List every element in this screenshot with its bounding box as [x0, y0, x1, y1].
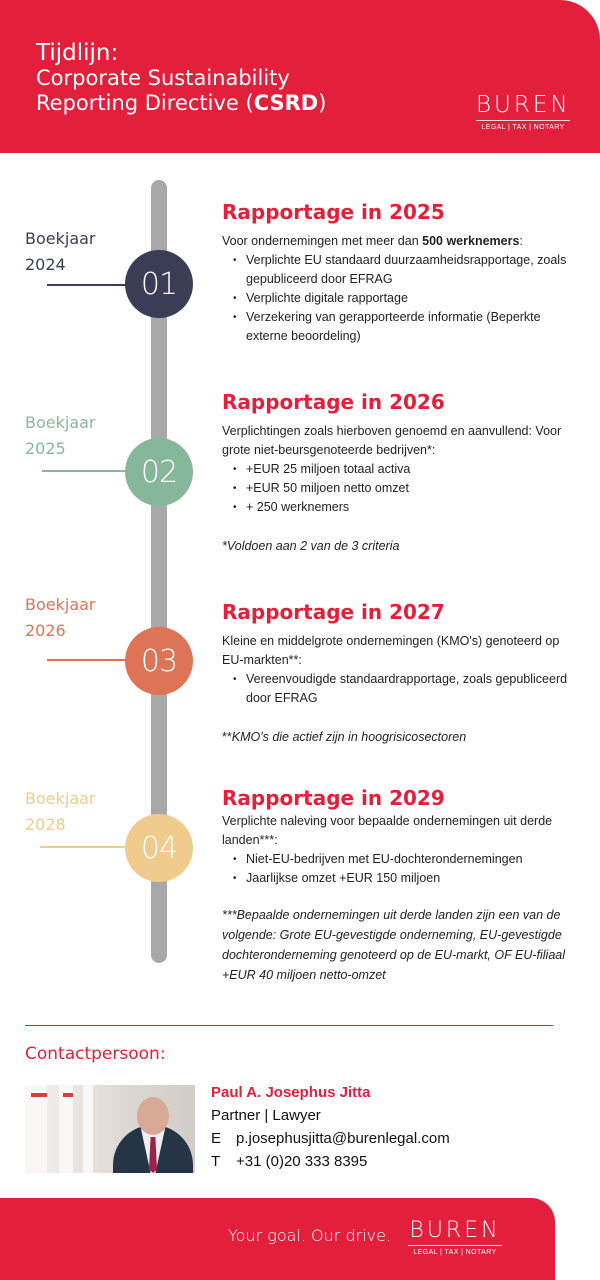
brand-logo — [476, 92, 570, 131]
fiscal-year-value: 2026 — [25, 621, 66, 640]
requirement-list — [222, 670, 577, 708]
fiscal-year-label: Boekjaar — [25, 229, 96, 248]
phone-key: T — [211, 1153, 221, 1170]
brand-name: BUREN — [409, 1218, 501, 1243]
email-key: E — [211, 1130, 222, 1147]
header-banner — [0, 0, 600, 153]
requirement-list — [222, 251, 577, 346]
fiscal-year-2 — [25, 410, 96, 462]
contact-email-row — [211, 1130, 450, 1147]
intro-text: Voor ondernemingen met meer dan — [222, 234, 423, 248]
contact-phone-link[interactable]: +31 (0)20 333 8395 — [236, 1153, 368, 1170]
brand-name: BUREN — [476, 92, 571, 118]
step-number-3: 03 — [125, 627, 193, 695]
fiscal-year-1 — [25, 226, 96, 278]
intro-suffix: : — [519, 234, 523, 248]
contact-role: Partner | Lawyer — [211, 1107, 321, 1124]
page-title — [36, 40, 326, 116]
section-intro: Kleine en middelgrote ondernemingen (KMO's) genoteerd op EU-markten**: — [222, 634, 560, 667]
fiscal-year-value: 2025 — [25, 439, 66, 458]
footer-slogan: Your goal. Our drive. — [228, 1226, 392, 1245]
section-title: Rapportage in 2025 — [222, 200, 445, 224]
timeline-section-2 — [222, 390, 577, 556]
fiscal-year-label: Boekjaar — [25, 789, 96, 808]
fiscal-year-value: 2028 — [25, 815, 66, 834]
section-title: Rapportage in 2026 — [222, 390, 445, 414]
list-item: • Verplichte EU standaard duurzaamheidsrapportage, zoals gepubliceerd door EFRAG — [246, 251, 577, 289]
list-item: • +EUR 50 miljoen netto omzet — [246, 479, 577, 498]
timeline-section-3 — [222, 600, 577, 747]
step-number-2: 02 — [125, 438, 193, 506]
footnote: ***Bepaalde ondernemingen uit derde landen zijn een van de volgende: Grote EU-gevestigde onderneming, EU-gevestigde dochteronderneming genoteerd op de EU-markt, OF EU-filiaal +EUR 40 miljoen netto-omzet — [222, 908, 565, 982]
fiscal-year-label: Boekjaar — [25, 413, 96, 432]
section-title: Rapportage in 2027 — [222, 600, 445, 624]
brand-tagline: LEGAL | TAX | NOTARY — [408, 1245, 502, 1256]
list-item: • Verplichte digitale rapportage — [246, 289, 577, 308]
contact-heading: Contactpersoon: — [25, 1044, 166, 1064]
fiscal-year-3 — [25, 592, 96, 644]
requirement-list — [222, 460, 577, 517]
footnote-text: KMO's die actief zijn in hoogrisicosectoren — [231, 730, 467, 744]
title-acronym: CSRD — [253, 91, 319, 115]
list-item: • Niet-EU-bedrijven met EU-dochterondernemingen — [246, 850, 577, 869]
title-line-3 — [36, 91, 326, 116]
intro-emphasis: 500 werknemers — [422, 234, 520, 248]
step-number-1: 01 — [125, 250, 193, 318]
section-intro: Verplichte naleving voor bepaalde ondernemingen uit derde landen***: — [222, 814, 553, 847]
title-line-1: Tijdlijn: — [36, 40, 119, 66]
footnote-marker: ** — [222, 730, 232, 744]
footnote — [222, 728, 577, 747]
section-intro: Verplichtingen zoals hierboven genoemd en aanvullend: Voor grote niet-beursgenoteerde bedrijven*: — [222, 424, 562, 457]
title-line-3-suffix: ) — [318, 91, 327, 115]
list-item: • Vereenvoudigde standaardrapportage, zoals gepubliceerd door EFRAG — [246, 670, 577, 708]
footnote: *Voldoen aan 2 van de 3 criteria — [222, 539, 400, 553]
timeline-section-1 — [222, 200, 577, 346]
list-item: • Jaarlijkse omzet +EUR 150 miljoen — [246, 869, 577, 888]
section-divider — [25, 1025, 553, 1026]
fiscal-year-label: Boekjaar — [25, 595, 96, 614]
list-item: • +EUR 25 miljoen totaal activa — [246, 460, 577, 479]
section-intro — [222, 232, 577, 251]
brand-tagline: LEGAL | TAX | NOTARY — [476, 120, 570, 131]
fiscal-year-4 — [25, 786, 96, 838]
contact-email-link[interactable]: p.josephusjitta@burenlegal.com — [236, 1130, 450, 1147]
requirement-list — [222, 850, 577, 888]
title-line-3-prefix: Reporting Directive ( — [36, 91, 254, 115]
fiscal-year-value: 2024 — [25, 255, 66, 274]
footer-brand-logo — [408, 1218, 502, 1256]
contact-phone-row — [211, 1153, 367, 1170]
timeline-section-4 — [222, 786, 577, 985]
title-line-2: Corporate Sustainability — [36, 66, 290, 90]
contact-name: Paul A. Josephus Jitta — [211, 1084, 371, 1101]
section-title: Rapportage in 2029 — [222, 786, 445, 810]
list-item: • Verzekering van gerapporteerde informatie (Beperkte externe beoordeling) — [246, 308, 577, 346]
list-item: • + 250 werknemers — [246, 498, 577, 517]
step-number-4: 04 — [125, 814, 193, 882]
contact-photo — [25, 1085, 195, 1173]
